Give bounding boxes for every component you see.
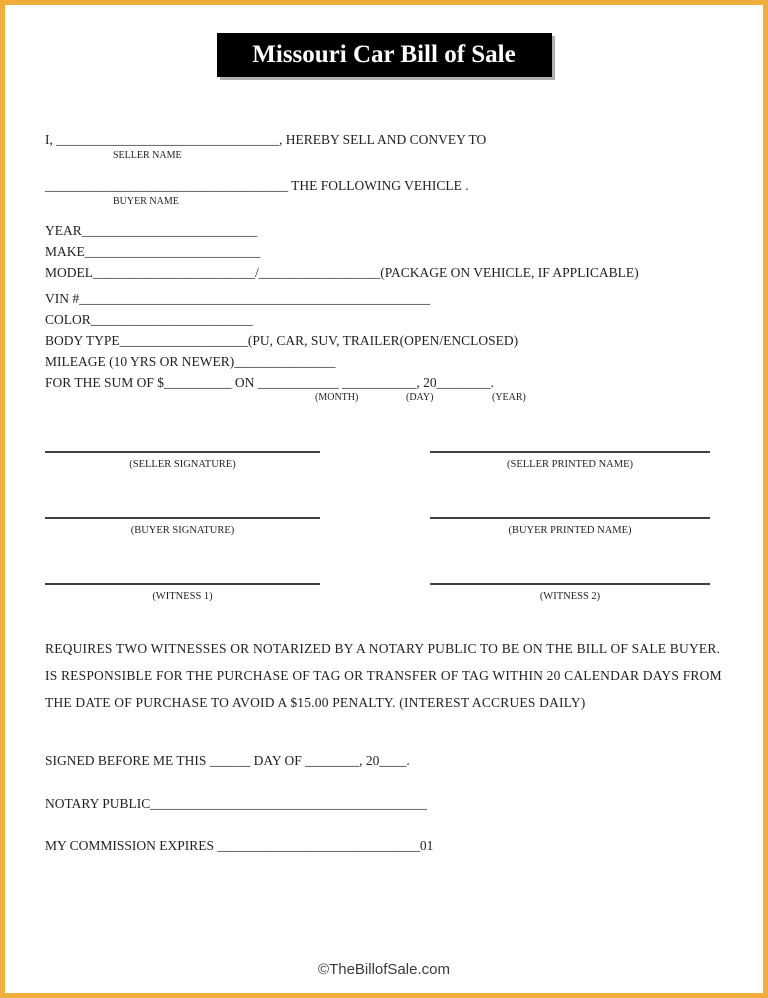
signed-before-me-line: SIGNED BEFORE ME THIS ______ DAY OF ________, 20____. [45,753,410,768]
witness-1-line [45,582,320,585]
title-banner [217,33,552,77]
document-body [45,131,723,854]
mileage-field-line: MILEAGE (10 YRS OR NEWER)_______________ [45,354,336,369]
buyer-signature-row [45,516,723,537]
notice-line-2: IS RESPONSIBLE FOR THE PURCHASE OF TAG OR TRANSFER OF TAG WITHIN 20 CALENDAR DAYS FROM [45,668,722,683]
date-labels-row [45,392,723,405]
seller-signature-line [45,450,320,453]
seller-printed-name-line [430,450,710,453]
sum-and-date-field-line: FOR THE SUM OF $__________ ON ____________ ___________, 20________. [45,375,495,390]
witness-row [45,582,723,603]
buyer-signature-line [45,516,320,519]
buyer-printed-name-block [430,516,710,537]
buyer-signature-block [45,516,320,537]
notice-paragraph [45,635,723,716]
commission-expires-line: MY COMMISSION EXPIRES ______________________________01 [45,838,434,853]
notice-line-3: THE DATE OF PURCHASE TO AVOID A $15.00 PENALTY. (INTEREST ACCRUES DAILY) [45,695,586,710]
buyer-signature-label: (BUYER SIGNATURE) [130,525,235,536]
witness-1-label: (WITNESS 1) [152,591,213,602]
witness-1-block [45,582,320,603]
witness-2-label: (WITNESS 2) [539,591,601,602]
seller-conveyance-line: I, _________________________________, HEREBY SELL AND CONVEY TO [45,132,487,147]
vin-field-line: VIN #____________________________________________________ [45,291,431,306]
seller-signature-label: (SELLER SIGNATURE) [129,459,236,470]
year-field-line: YEAR__________________________ [45,223,258,238]
body-type-field-line: BODY TYPE___________________(PU, CAR, SUV, TRAILER(OPEN/ENCLOSED) [45,333,519,348]
seller-signature-block [45,450,320,471]
seller-printed-name-block [430,450,710,471]
seller-printed-name-label: (SELLER PRINTED NAME) [507,459,633,470]
notice-line-1: REQUIRES TWO WITNESSES OR NOTARIZED BY A NOTARY PUBLIC TO BE ON THE BILL OF SALE BUYER. [45,641,721,656]
footer-watermark: ©TheBillofSale.com [318,961,450,978]
seller-signature-row [45,450,723,471]
seller-name-label: SELLER NAME [113,150,182,161]
vehicle-details-section [45,220,723,405]
color-field-line: COLOR________________________ [45,312,253,327]
witness-2-block [430,582,710,603]
make-field-line: MAKE__________________________ [45,244,261,259]
model-field-line: MODEL________________________/__________________(PACKAGE ON VEHICLE, IF APPLICABLE) [45,265,639,280]
document-title: Missouri Car Bill of Sale [252,41,516,68]
buyer-conveyance-line: ____________________________________ THE FOLLOWING VEHICLE . [45,178,469,193]
notary-public-line: NOTARY PUBLIC_________________________________________ [45,796,428,811]
month-label: (MONTH) [315,392,359,403]
witness-2-line [430,582,710,585]
buyer-name-label: BUYER NAME [113,196,179,207]
year-label: (YEAR) [492,392,526,403]
day-label: (DAY) [406,392,434,403]
signatures-section [45,450,723,603]
buyer-printed-name-label: (BUYER PRINTED NAME) [508,525,632,536]
buyer-printed-name-line [430,516,710,519]
